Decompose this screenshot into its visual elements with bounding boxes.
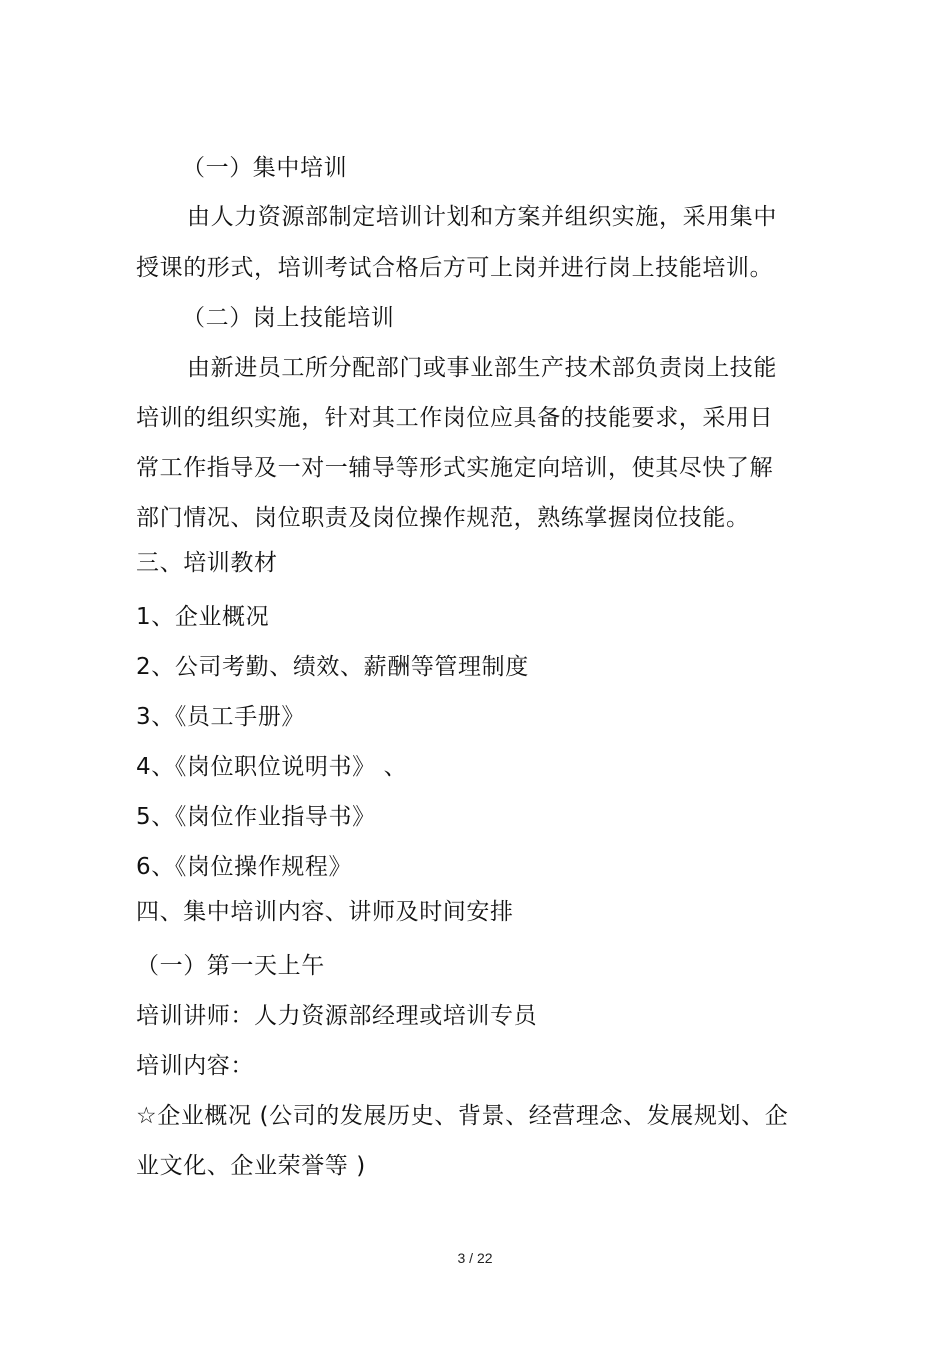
- page-number: 3 / 22: [457, 1250, 493, 1266]
- list-item: 1、企业概况: [136, 604, 270, 630]
- list-item: 5、《岗位作业指导书》: [136, 804, 376, 830]
- paragraph-line: 常工作指导及一对一辅导等形式实施定向培训，使其尽快了解: [136, 455, 774, 481]
- trainer-line: 培训讲师：人力资源部经理或培训专员: [136, 1003, 538, 1029]
- content-item-line: 业文化、企业荣誉等 ): [136, 1153, 366, 1179]
- paragraph-line: 授课的形式，培训考试合格后方可上岗并进行岗上技能培训。: [136, 255, 774, 281]
- paragraph-line: 由人力资源部制定培训计划和方案并组织实施，采用集中: [187, 204, 777, 230]
- list-item: 4、《岗位职位说明书》 、: [136, 754, 408, 780]
- list-item: 2、公司考勤、绩效、薪酬等管理制度: [136, 654, 529, 680]
- paragraph-line: 培训的组织实施，针对其工作岗位应具备的技能要求，采用日: [136, 405, 774, 431]
- subsection-heading-day-one: （一）第一天上午: [136, 953, 325, 979]
- paragraph-line: 由新进员工所分配部门或事业部生产技术部负责岗上技能: [187, 355, 777, 381]
- content-item-line: ☆企业概况 (公司的发展历史、背景、经营理念、发展规划、企: [136, 1103, 789, 1129]
- subsection-heading-centralized-training: （一）集中培训: [182, 155, 348, 181]
- list-item: 6、《岗位操作规程》: [136, 854, 353, 880]
- paragraph-line: 部门情况、岗位职责及岗位操作规范，熟练掌握岗位技能。: [136, 505, 750, 531]
- list-item: 3、《员工手册》: [136, 704, 305, 730]
- section-heading-schedule: 四、集中培训内容、讲师及时间安排: [136, 899, 514, 925]
- section-heading-materials: 三、培训教材: [136, 550, 278, 576]
- content-label: 培训内容：: [136, 1053, 254, 1079]
- subsection-heading-onjob-training: （二）岗上技能培训: [182, 305, 395, 331]
